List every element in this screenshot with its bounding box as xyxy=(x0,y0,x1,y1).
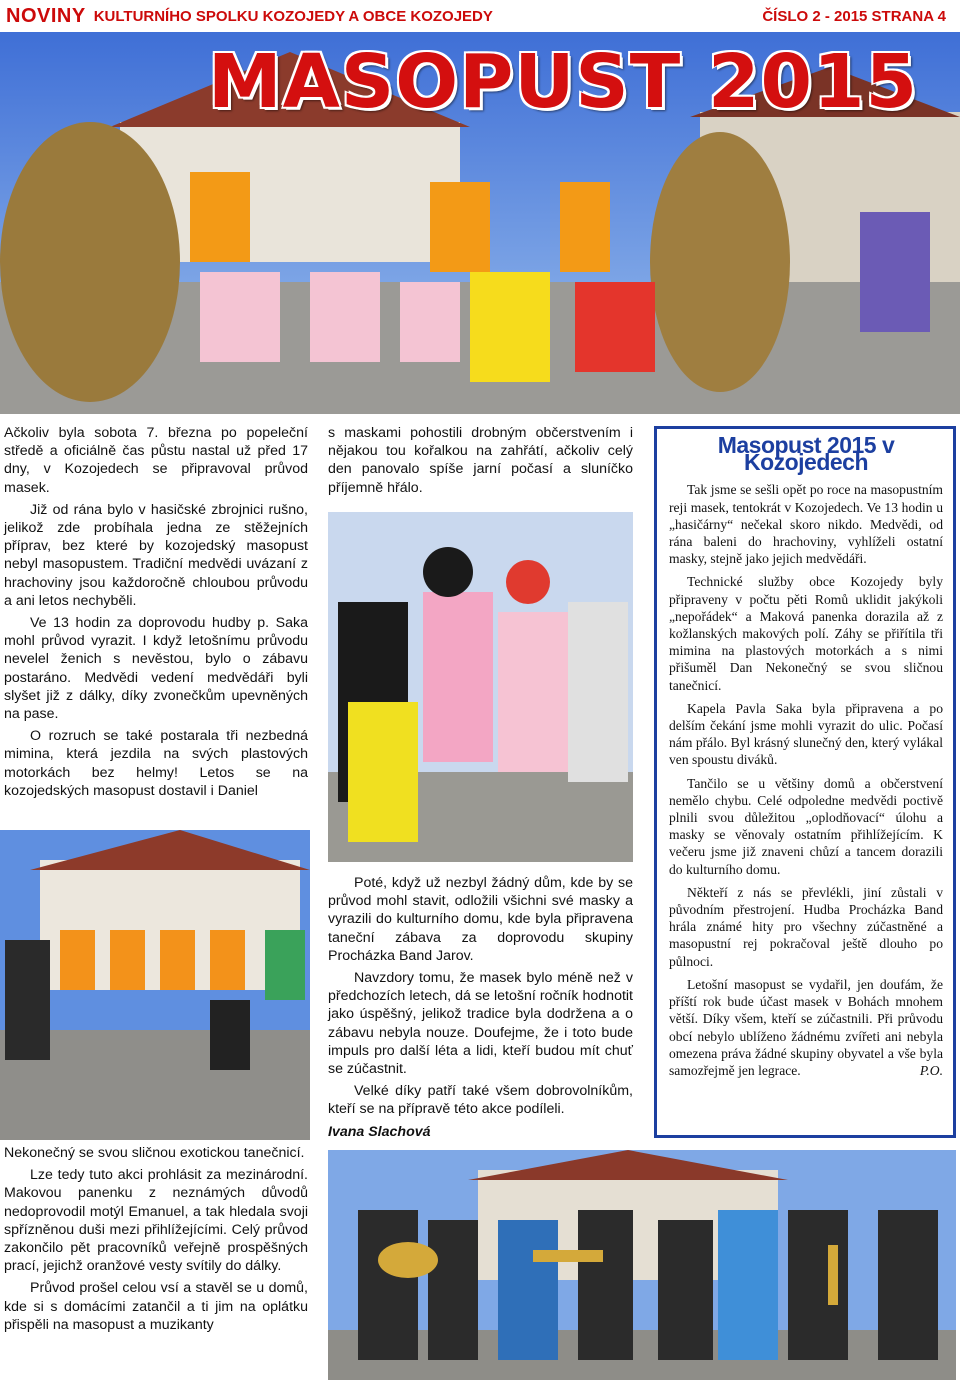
article-column-1-continued xyxy=(4,1144,308,1338)
box-paragraph: Někteří z nás se převlékli, jiní zůstali v původním přestrojení. Hudba Procházka Band hrála známé hity pro všechny zúčastněné a masopustní rej pokračoval ještě dlouho po půlnoci. xyxy=(669,884,943,969)
headline-title: MASOPUST 2015 xyxy=(208,42,918,122)
photo-brass-band xyxy=(328,1150,956,1380)
newspaper-header xyxy=(0,0,960,32)
paragraph: Průvod prošel celou vsí a stavěl se u domů, kde si s domácími zatančil a ti jim na oplátku přispěli na masopust a muzikanty xyxy=(4,1280,308,1333)
box-paragraph: Kapela Pavla Saka byla připravena a po delším čekání jsme mohli vyrazit do ulic. Počasí nám přálo. Byl krásný slunečný den, který vylákal ven spoustu diváků. xyxy=(669,700,943,768)
sidebar-article-box xyxy=(654,426,956,1138)
box-paragraph: Technické služby obce Kozojedy byly připraveny v počtu pěti Romů uklidit jakýkoli „nepořádek“ a Maková panenka dorazila až z kožlanských makových polí. Záhy se přiřítila tři mimina na plastových motorkách a s nimi přišuměl Dan Nekonečný se svou sličnou tanečnicí. xyxy=(669,574,943,693)
article-column-2 xyxy=(328,424,633,501)
paragraph: Navzdory tomu, že masek bylo méně než v předchozích letech, dá se letošní ročník hodnotit jako úspěšný, jelikož tradice byla dodržena a o zábavu nebyla nouze. Doufejme, že i toto bude impuls pro další léta a lidi, kteří budou mít chuť se zúčastnit. xyxy=(328,970,633,1078)
paragraph: s maskami pohostili drobným občerstvením i nějakou tou kořalkou na zahřátí, ačkoliv celý den panovalo spíše jarní počasí a sluníčko příjemně hřálo. xyxy=(328,425,633,496)
paragraph: Lze tedy tuto akci prohlásit za mezinárodní. Makovou panenku z neznámých důvodů nedoprovodil motýl Emanuel, a tak hledala svoji spřízněnou duši mezi přihlížejícími. Celý průvod zakončilo pět pracovníků veřejně prospěšných prací, jejichž oranžové vesty svítily do dálky. xyxy=(4,1167,308,1275)
paragraph: Ačkoliv byla sobota 7. března po popeleční středě a oficiálně čas půstu nastal už před 17 dny, v Kozojedech se připravoval průvod masek. xyxy=(4,425,308,496)
photo-orange-vests xyxy=(0,830,310,1140)
box-last-text: Letošní masopust se vydařil, jen doufám, že příští rok bude účast masek v Bohách mnohem větší. Díky všem, kteří se zúčastnili. Při průvodu obcí nebylo ublíženo žádnému zvířeti ani nebyla omezena práva žádné skupiny obyvatel a vše byla samozřejmě jen legrace. xyxy=(669,976,943,1078)
newspaper-name: NOVINY xyxy=(6,4,86,27)
paragraph: Velké díky patří také všem dobrovolníkům, kteří se na přípravě této akce podíleli. xyxy=(328,1083,633,1118)
article-column-1 xyxy=(4,424,308,804)
paragraph: O rozruch se také postarala tři nezbedná mimina, která jezdila na svých plastových motorkách bez helmy! Letos se na kozojedských masopust dostavil i Daniel xyxy=(4,728,308,799)
box-paragraph: Tak jsme se sešli opět po roce na masopustním reji masek, tentokrát v Kozojedech. Ve 13 hodin u „hasičárny“ nečekal skoro nikdo. Medvědi, od rána baleni do hrachoviny, vyhlíželi ostatní masky, stejně jako jejich medvědáři. xyxy=(669,482,943,567)
author-signature: Ivana Slachová xyxy=(328,1123,431,1140)
article-column-2-continued xyxy=(328,874,633,1145)
box-paragraph xyxy=(669,976,943,1079)
paragraph: Ve 13 hodin za doprovodu hudby p. Saka mohl průvod vyrazit. I když letošnímu průvodu nevelel ženich s nevěstou, bylo o zábavu postaráno. Medvědi vedení medvědáři byli slyšet již z dálky, díky zvonečkům upevněných na pase. xyxy=(4,615,308,723)
paragraph: Již od rána bylo v hasičské zbrojnici rušno, jelikož zde probíhala jedna ze stěžejních příprav, bez které by kozojedský masopust nebyl masopustem. Tradiční medvědi uvázaní z hrachoviny jsou každoročně chloubou průvodu a ani letos nechyběli. xyxy=(4,501,308,609)
issue-page-number: ČÍSLO 2 - 2015 STRANA 4 xyxy=(762,7,946,25)
paragraph: Poté, když už nezbyl žádný dům, kde by se průvod mohl stavit, odložili všichni své masky a vyrazili do kulturního domu, kde byla připravena taneční zábava za doprovodu skupiny Procházka Band Jarov. xyxy=(328,875,633,964)
box-initials: P.O. xyxy=(919,1062,943,1078)
photo-masked-dancers xyxy=(328,512,633,862)
publisher-line: KULTURNÍHO SPOLKU KOZOJEDY A OBCE KOZOJEDY xyxy=(93,7,493,25)
box-heading: Masopust 2015 v Kozojedech xyxy=(717,432,895,476)
paragraph: Nekonečný se svou sličnou exotickou tanečnicí. xyxy=(4,1145,305,1161)
box-paragraph: Tančilo se u většiny domů a občerstvení nemělo chybu. Celé odpoledne medvědi poctivě plnili svou důležitou „oplodňovací“ úlohu a masky se věnovaly ostatním přihlížejícím. K večeru jsme již znaveni chůzí a tancem dorazili do kulturního domu. xyxy=(669,775,943,877)
